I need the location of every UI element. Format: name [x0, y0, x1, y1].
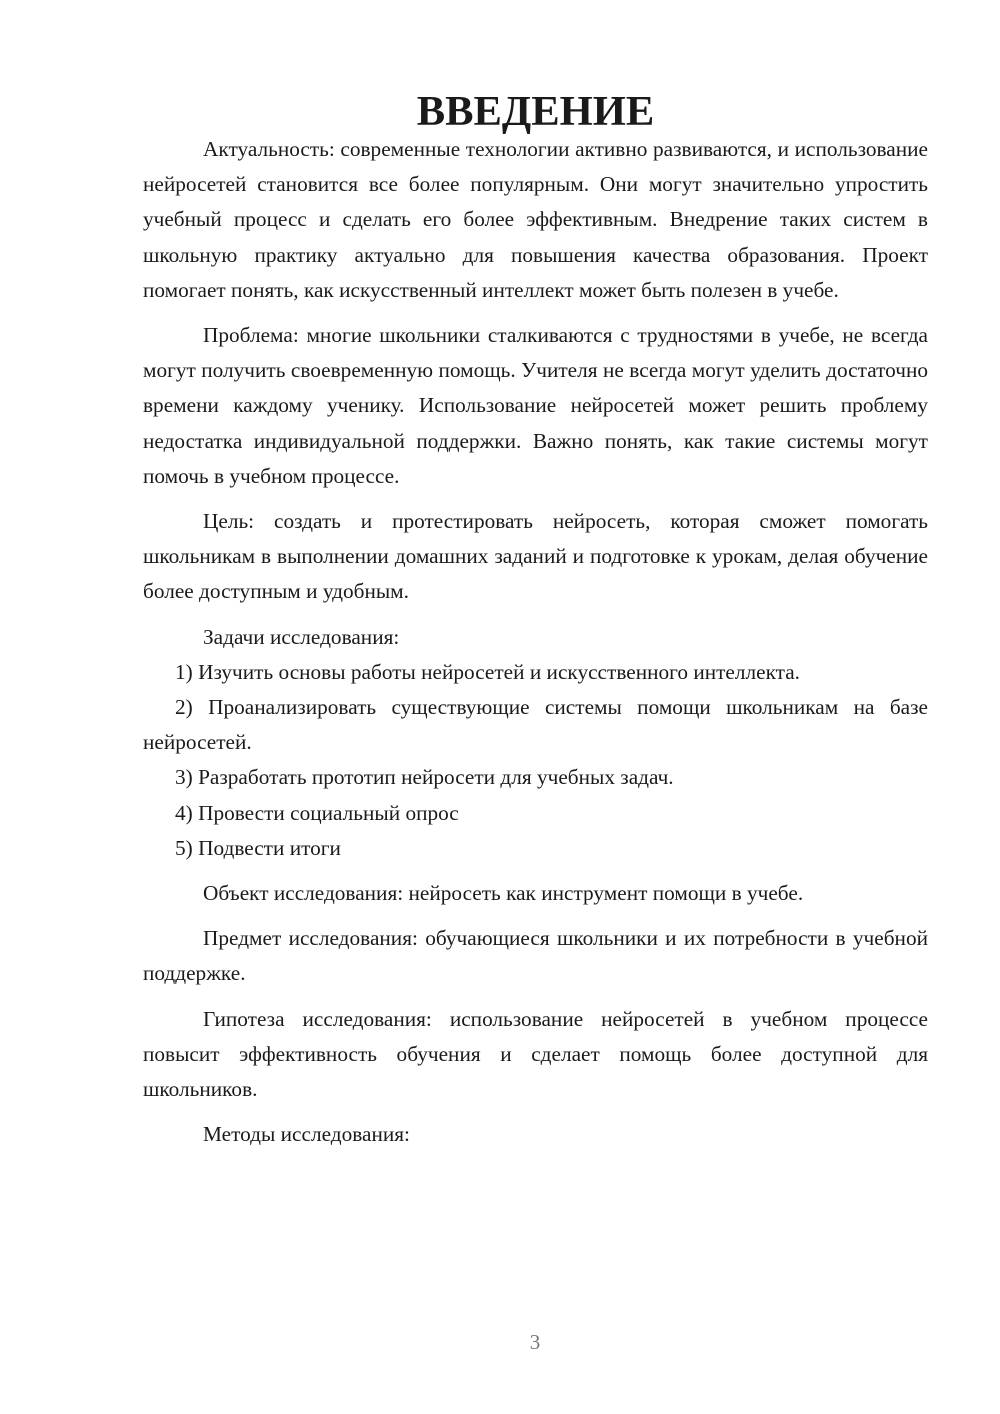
task-item-2: 2) Проанализировать существующие системы помощи школьникам на базе нейросетей.: [143, 695, 928, 755]
tasks-title: Задачи исследования:: [203, 624, 400, 649]
task-item-4: 4) Провести социальный опрос: [175, 800, 459, 825]
object-paragraph: Объект исследования: нейросеть как инструмент помощи в учебе.: [203, 881, 804, 906]
task-item-5: 5) Подвести итоги: [175, 835, 341, 860]
subject-paragraph: Предмет исследования: обучающиеся школьники и их потребности в учебной поддержке.: [143, 926, 928, 986]
page-number: 3: [529, 1330, 541, 1354]
hypothesis-paragraph: Гипотеза исследования: использование нейросетей в учебном процессе повысит эффективность обучения и сделает помощь более доступной для школьников.: [143, 1006, 928, 1102]
problem-paragraph: Проблема: многие школьники сталкиваются с трудностями в учебе, не всегда могут получить своевременную помощь. Учителя не всегда могут уделить достаточно времени каждому ученику. Использование нейросетей может решить проблему недостатка индивидуальной поддержки. Важно понять, как такие системы могут помочь в учебном процессе.: [143, 323, 928, 488]
document-page: [143, 88, 928, 1152]
section-heading: ВВЕДЕНИЕ: [416, 88, 655, 135]
task-item-3: 3) Разработать прототип нейросети для учебных задач.: [175, 765, 674, 790]
goal-paragraph: Цель: создать и протестировать нейросеть, которая сможет помогать школьникам в выполнении домашних заданий и подготовке к урокам, делая обучение более доступным и удобным.: [143, 509, 928, 604]
methods-title: Методы исследования:: [203, 1122, 410, 1147]
task-item-1: 1) Изучить основы работы нейросетей и искусственного интеллекта.: [175, 659, 800, 684]
relevance-paragraph: Актуальность: современные технологии активно развиваются, и использование нейросетей становится все более популярным. Они могут значительно упростить учебный процесс и сделать его более эффективным. Внедрение таких систем в школьную практику актуально для повышения качества образования. Проект помогает понять, как искусственный интеллект может быть полезен в учебе.: [143, 137, 928, 302]
